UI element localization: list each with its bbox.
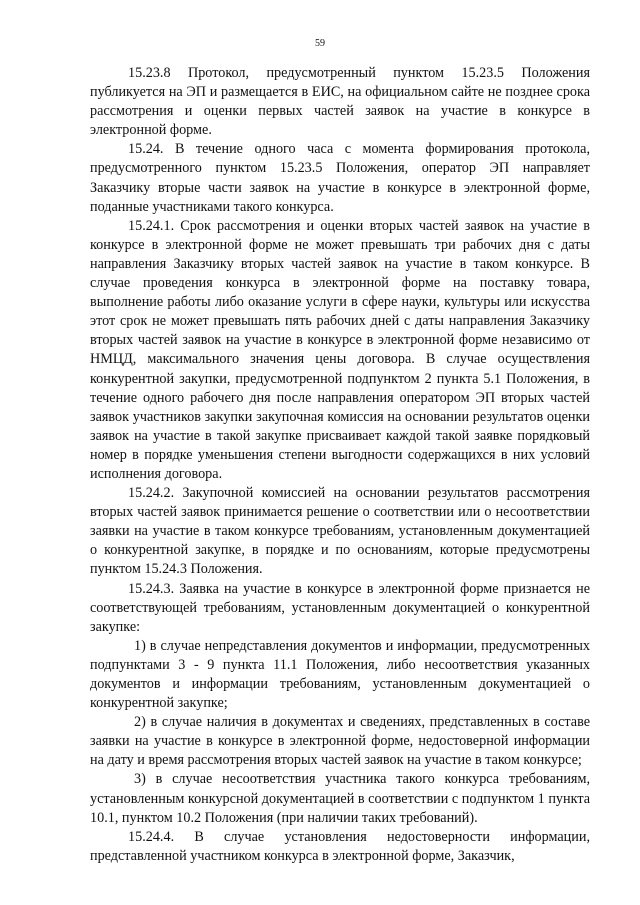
paragraph-15-24-2: 15.24.2. Закупочной комиссией на основании результатов рассмотрения вторых частей заявок принимается решение о соответствии или о несоответствии заявки на участие в таком конкурсе требованиям, установленным документацией о конкурентной закупке, в порядке и по основаниям, которые предусмотрены пунктом 15.24.3 Положения.	[90, 485, 590, 578]
paragraph-15-24-4: 15.24.4. В случае установления недостоверности информации, представленной участником конкурса в электронной форме, Заказчик,	[90, 828, 590, 864]
paragraph-15-23-8: 15.23.8 Протокол, предусмотренный пунктом 15.23.5 Положения публикуется на ЭП и размещается в ЕИС, на официальном сайте не позднее срока рассмотрения и оценки первых частей заявок на участие в конкурсе в электронной форме.	[90, 65, 590, 139]
list-item-1: 1) в случае непредставления документов и информации, предусмотренных подпунктами 3 - 9 пункта 11.1 Положения, либо несоответствия указанных документов и информации требованиям, установленным документацией о конкурентной закупке;	[90, 637, 590, 712]
paragraph-15-24-1: 15.24.1. Срок рассмотрения и оценки вторых частей заявок на участие в конкурсе в электронной форме не может превышать три рабочих дня с даты направления Заказчику вторых частей заявок на участие в таком конкурсе. В случае проведения конкурса в электронной форме на поставку товара, выполнение работы либо оказание услуги в сфере науки, культуры или искусства этот срок не может превышать пять рабочих дней с даты направления Заказчику вторых частей заявок на участие в конкурсе в электронной форме независимо от НМЦД, максимального значения цены договора. В случае осуществления конкурентной закупки, предусмотренной подпунктом 2 пункта 5.1 Положения, в течение одного рабочего дня после направления оператором ЭП вторых частей заявок участников закупки закупочная комиссия на основании результатов оценки заявок на участие в такой закупке присваивает каждой такой заявке порядковый номер в порядке уменьшения степени выгодности содержащихся в них условий исполнения договора.	[90, 217, 590, 482]
page-number: 59	[315, 38, 325, 49]
paragraph-15-24: 15.24. В течение одного часа с момента формирования протокола, предусмотренного пунктом 15.23.5 Положения, оператор ЭП направляет Заказчику вторые части заявок на участие в конкурсе в электронной форме, поданные участниками такого конкурса.	[90, 141, 590, 215]
list-item-2: 2) в случае наличия в документах и сведениях, представленных в составе заявки на участие в конкурсе в электронной форме, недостоверной информации на дату и время рассмотрения вторых частей заявок на участие в таком конкурсе;	[90, 714, 590, 769]
paragraph-15-24-3: 15.24.3. Заявка на участие в конкурсе в электронной форме признается не соответствующей требованиям, установленным документацией о конкурентной закупке:	[90, 580, 590, 635]
document-body	[90, 64, 590, 866]
list-item-3: 3) в случае несоответствия участника такого конкурса требованиям, установленным конкурсной документацией в соответствии с подпунктом 1 пункта 10.1, пунктом 10.2 Положения (при наличии таких требований).	[90, 771, 590, 826]
